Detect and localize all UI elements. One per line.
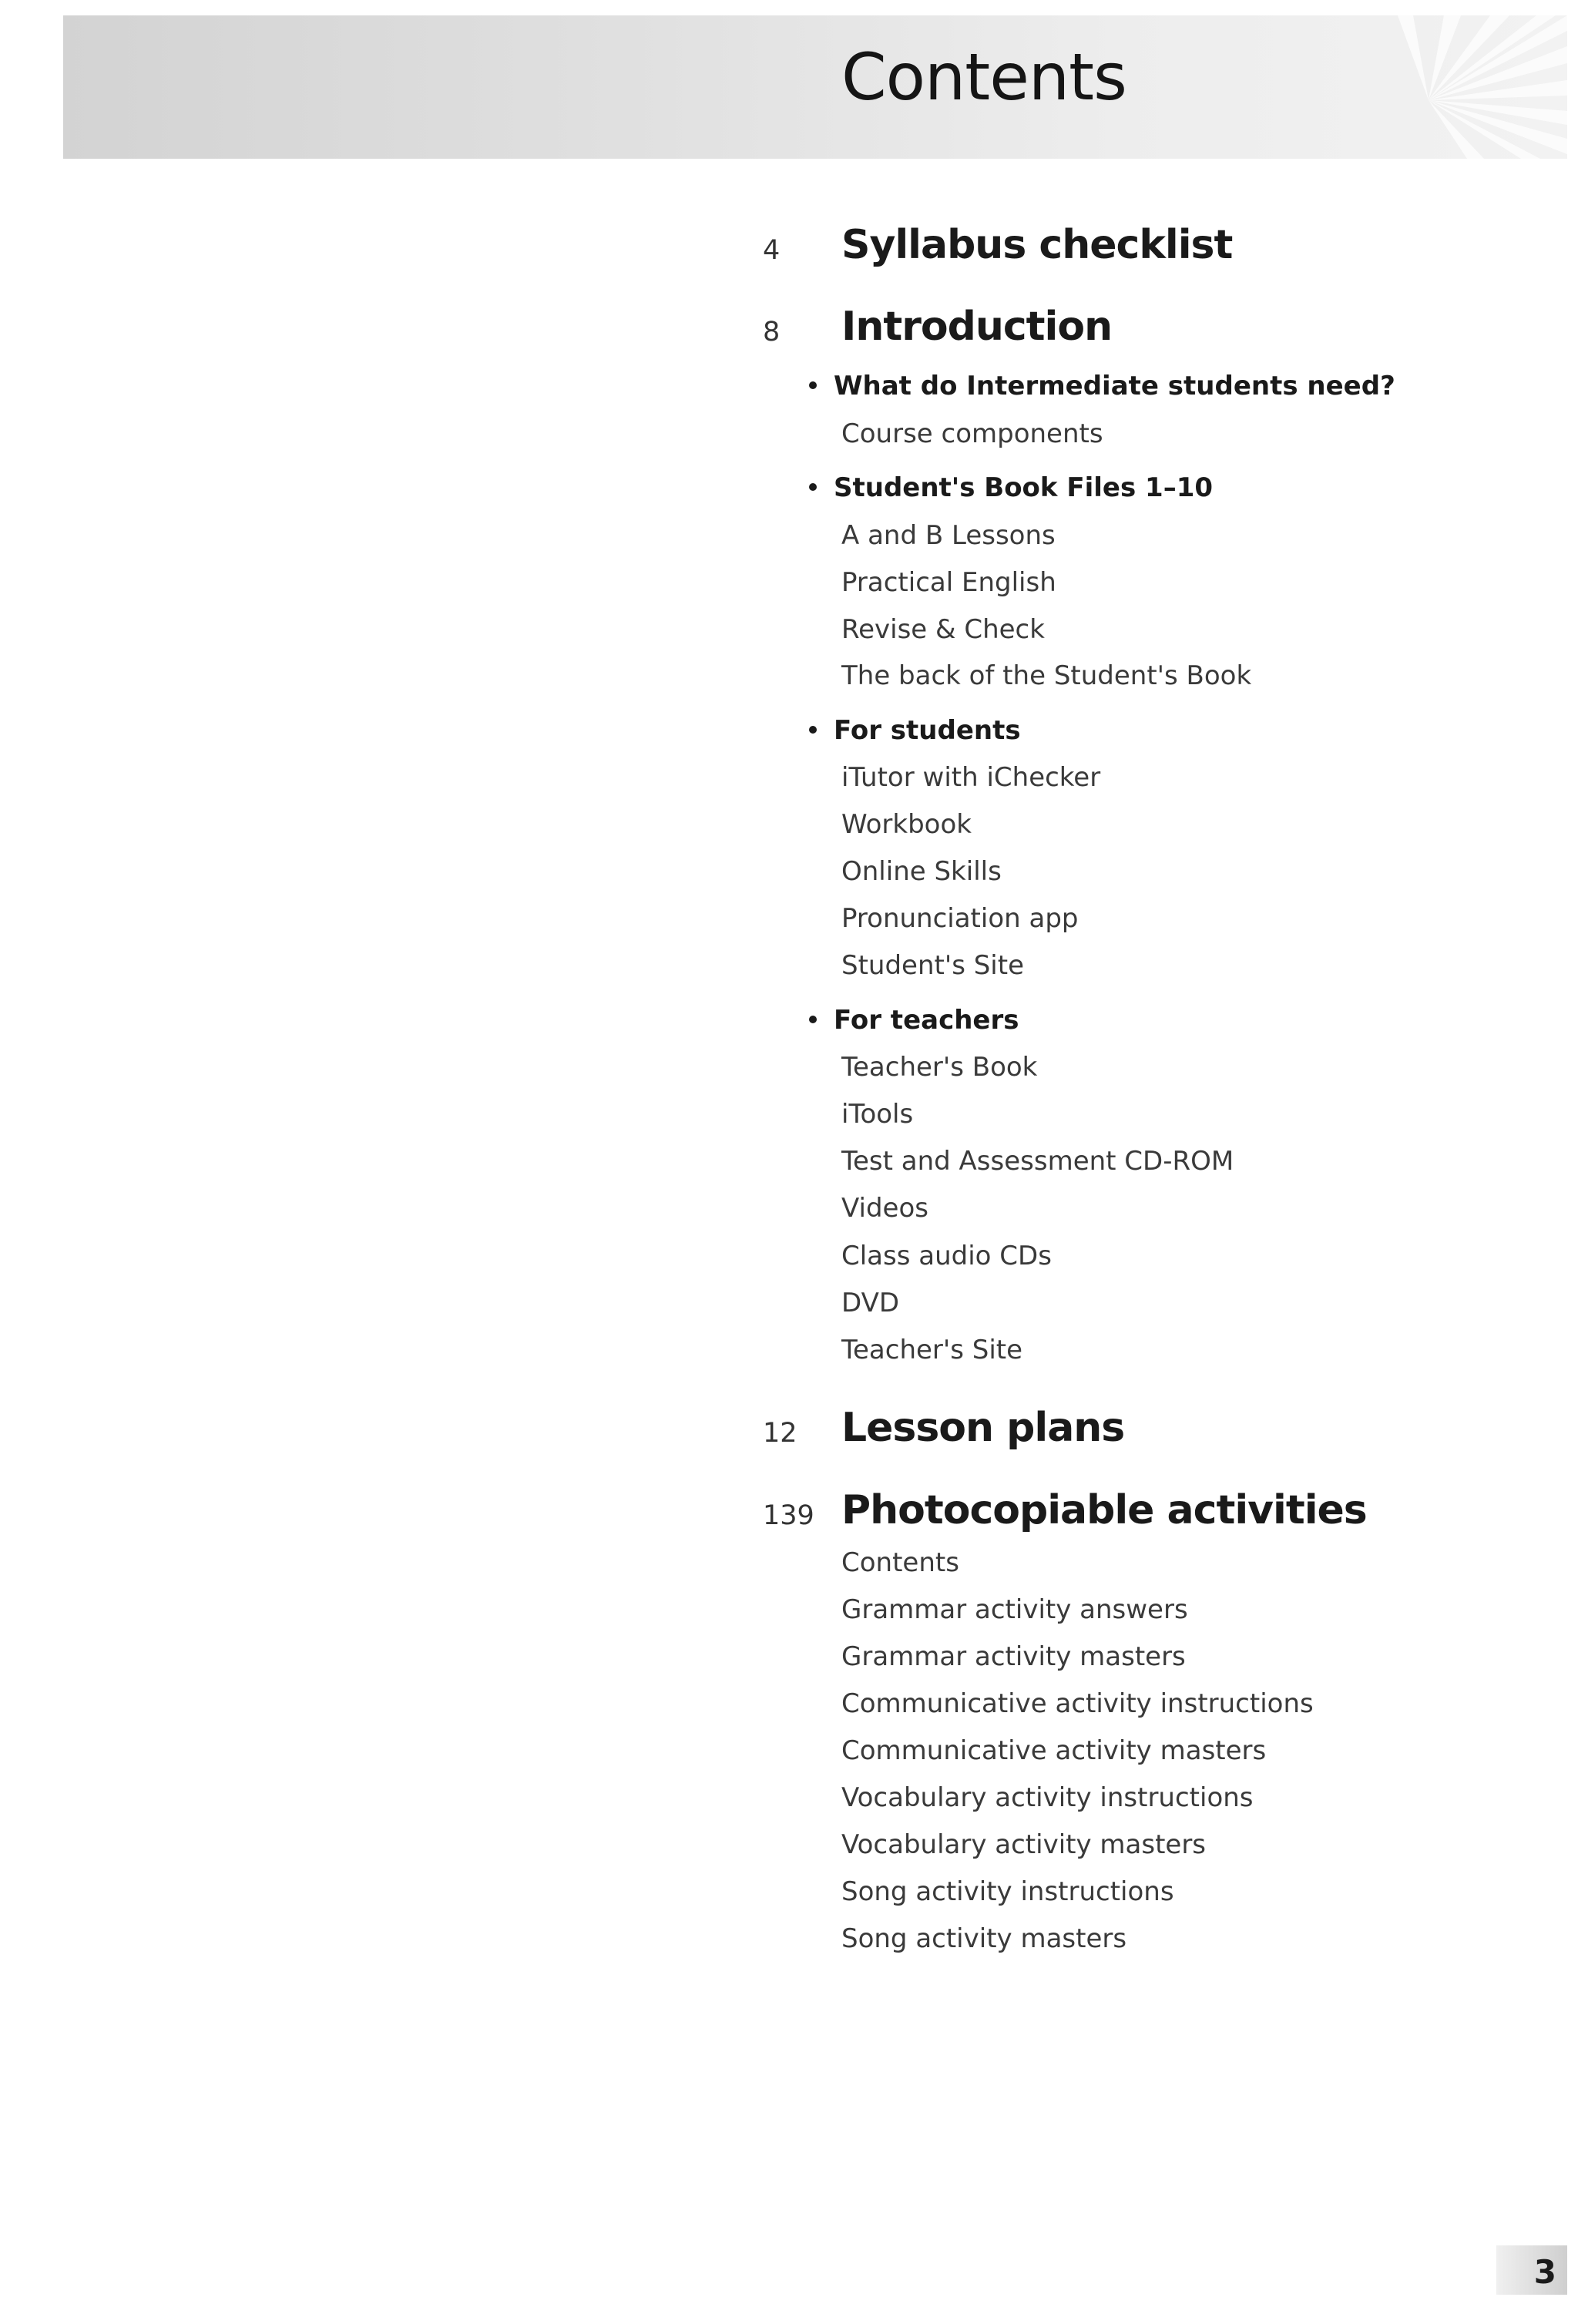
- section-page-number: 139: [763, 1500, 814, 1531]
- subheading-label: What do Intermediate students need?: [834, 371, 1395, 401]
- section-page-number: 8: [763, 317, 781, 348]
- toc-entry[interactable]: Test and Assessment CD-ROM: [841, 1146, 1234, 1177]
- sunburst-decoration: [1105, 15, 1567, 159]
- toc-entry[interactable]: Online Skills: [841, 856, 1002, 887]
- toc-entry[interactable]: Communicative activity masters: [841, 1735, 1267, 1766]
- section-page-number: 12: [763, 1418, 797, 1449]
- toc-entry[interactable]: Teacher's Site: [841, 1335, 1023, 1365]
- toc-entry[interactable]: Course components: [841, 418, 1103, 449]
- section-title-syllabus-checklist[interactable]: Syllabus checklist: [841, 222, 1233, 268]
- toc-entry[interactable]: Revise & Check: [841, 614, 1045, 645]
- toc-entry[interactable]: Vocabulary activity instructions: [841, 1782, 1254, 1813]
- toc-subheading[interactable]: [809, 472, 1214, 503]
- toc-entry[interactable]: Communicative activity instructions: [841, 1688, 1314, 1719]
- toc-entry[interactable]: Workbook: [841, 809, 972, 840]
- bullet-icon: [809, 1016, 817, 1023]
- page-title: Contents: [841, 39, 1126, 115]
- section-page-number: 4: [763, 235, 781, 266]
- toc-entry[interactable]: Vocabulary activity masters: [841, 1829, 1207, 1860]
- toc-entry[interactable]: Teacher's Book: [841, 1052, 1038, 1083]
- section-title-photocopiable-activities[interactable]: Photocopiable activities: [841, 1487, 1367, 1533]
- subheading-label: Student's Book Files 1–10: [834, 472, 1214, 503]
- toc-entry[interactable]: iTutor with iChecker: [841, 762, 1101, 793]
- toc-entry[interactable]: Practical English: [841, 567, 1056, 598]
- section-title-lesson-plans[interactable]: Lesson plans: [841, 1405, 1125, 1451]
- toc-entry[interactable]: A and B Lessons: [841, 520, 1056, 551]
- page-number-tab: [1496, 2245, 1567, 2295]
- toc-entry[interactable]: Contents: [841, 1547, 959, 1578]
- toc-entry[interactable]: Class audio CDs: [841, 1241, 1052, 1271]
- toc-entry[interactable]: DVD: [841, 1288, 900, 1318]
- page-number: 3: [1533, 2253, 1556, 2291]
- toc-entry[interactable]: Grammar activity masters: [841, 1641, 1186, 1672]
- subheading-label: For students: [834, 715, 1021, 746]
- toc-entry[interactable]: The back of the Student's Book: [841, 660, 1252, 691]
- toc-entry[interactable]: Videos: [841, 1193, 928, 1224]
- toc-entry[interactable]: Song activity masters: [841, 1923, 1127, 1954]
- toc-subheading[interactable]: [809, 717, 1021, 744]
- bullet-icon: [809, 726, 817, 734]
- toc-entry[interactable]: Student's Site: [841, 950, 1024, 981]
- section-title-introduction[interactable]: Introduction: [841, 304, 1113, 350]
- toc-entry[interactable]: iTools: [841, 1099, 914, 1130]
- bullet-icon: [809, 483, 817, 491]
- toc-subheading[interactable]: [809, 373, 1395, 399]
- toc-entry[interactable]: Pronunciation app: [841, 903, 1079, 934]
- header-band: [63, 15, 1567, 159]
- bullet-icon: [809, 381, 817, 389]
- toc-entry[interactable]: Song activity instructions: [841, 1876, 1174, 1907]
- toc-entry[interactable]: Grammar activity answers: [841, 1594, 1188, 1625]
- subheading-label: For teachers: [834, 1005, 1019, 1036]
- toc-subheading[interactable]: [809, 1005, 1019, 1036]
